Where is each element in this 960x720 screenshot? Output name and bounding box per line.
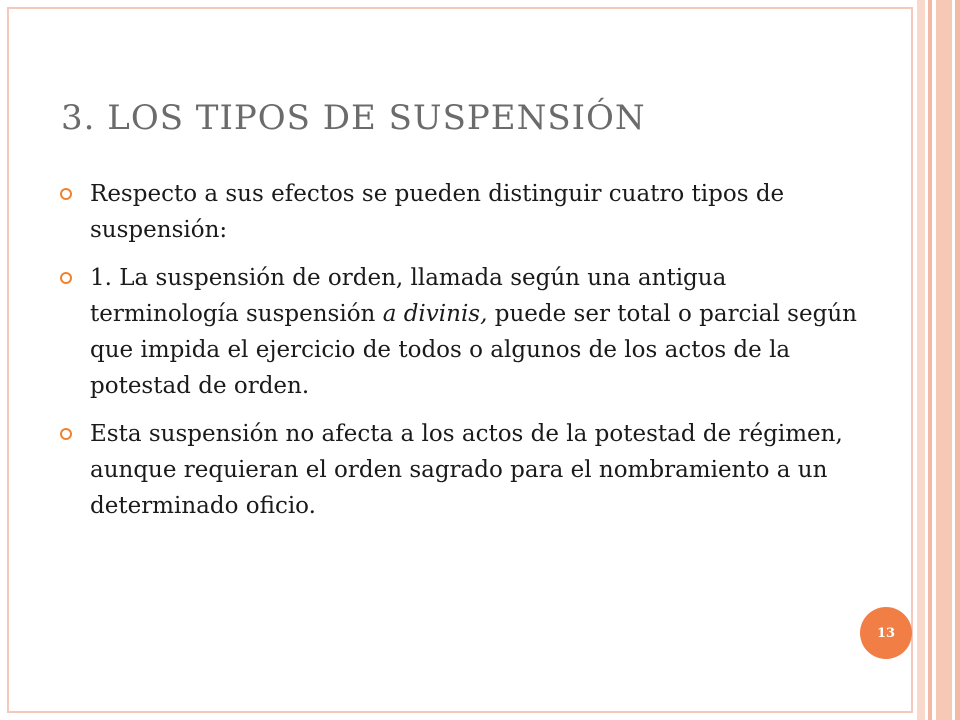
decorative-stripe xyxy=(917,0,925,720)
slide-title: 3. LOS TIPOS DE SUSPENSIÓN xyxy=(61,98,646,138)
bullet-item xyxy=(60,260,860,404)
bullet-item xyxy=(60,176,860,248)
bullet-item xyxy=(60,416,860,524)
hollow-circle-icon xyxy=(60,272,72,284)
decorative-stripe xyxy=(936,0,952,720)
bullet-text-plain: Esta suspensión no afecta a los actos de la potestad de régimen, aunque requieran el orden sagrado para el nombramiento a un determinado oficio. xyxy=(90,421,843,519)
bullet-text-plain: 1. La suspensión de orden, llamada según una antigua terminología suspensión xyxy=(90,265,727,327)
decorative-stripe xyxy=(955,0,960,720)
bullet-text xyxy=(90,416,860,524)
page-number-badge: 13 xyxy=(860,607,912,659)
bullet-text-italic: a divinis, xyxy=(382,301,488,327)
bullet-text xyxy=(90,260,860,404)
bullet-text-plain: Respecto a sus efectos se pueden distinguir cuatro tipos de suspensión: xyxy=(90,181,785,243)
bullet-list xyxy=(60,176,860,536)
bullet-text xyxy=(90,176,860,248)
hollow-circle-icon xyxy=(60,188,72,200)
hollow-circle-icon xyxy=(60,428,72,440)
bullet-text-plain-after: puede ser total o parcial según que impida el ejercicio de todos o algunos de los actos de la potestad de orden. xyxy=(90,301,857,399)
